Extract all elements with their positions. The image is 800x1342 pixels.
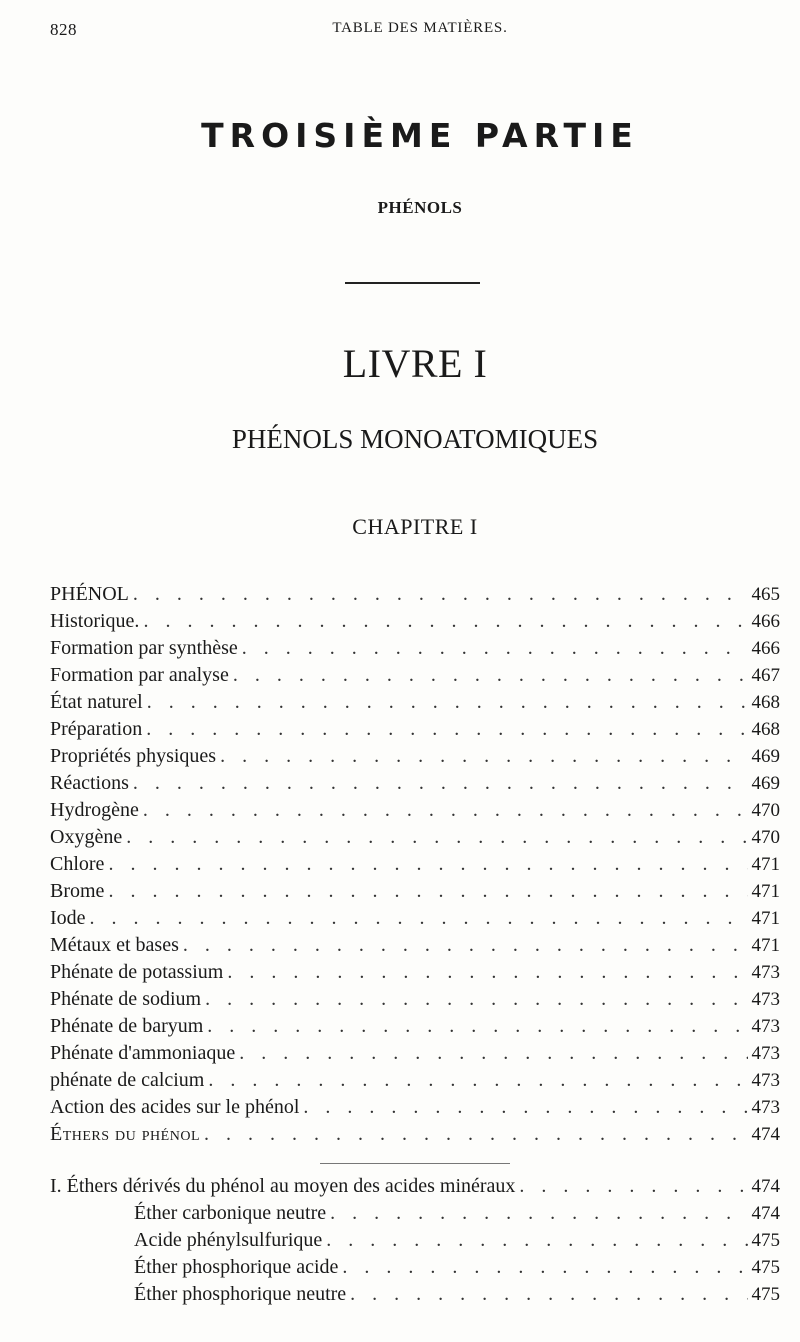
dot-leader — [220, 742, 747, 770]
toc-entry — [50, 850, 780, 878]
toc-entry-label: Propriétés physiques — [50, 745, 217, 767]
toc-entry-page: 469 — [751, 746, 780, 767]
toc-entry-page: 471 — [751, 854, 780, 875]
page-number: 828 — [50, 20, 77, 39]
toc-entry — [50, 985, 780, 1013]
toc-entry-label: Phénate de sodium — [50, 988, 202, 1010]
toc-entry-page: 473 — [751, 1070, 780, 1091]
toc-entry-page: 466 — [751, 638, 780, 659]
toc-subentry — [134, 1280, 780, 1308]
toc-entry-page: 471 — [751, 908, 780, 929]
toc-entry — [50, 661, 780, 689]
toc-entry — [50, 634, 780, 662]
toc-entry-page: 474 — [751, 1124, 780, 1145]
dot-leader — [330, 1199, 747, 1227]
toc-entry-page: 465 — [751, 584, 780, 605]
dot-leader — [233, 661, 748, 689]
dot-leader — [90, 904, 748, 932]
toc-entry-label: Préparation — [50, 718, 143, 740]
toc-entry-label: Phénate de potassium — [50, 961, 224, 983]
toc-entry-page: 474 — [751, 1176, 780, 1197]
toc-entry-label: Chlore — [50, 853, 105, 875]
toc-entry-label: Réactions — [50, 772, 129, 794]
toc-entry-page: 471 — [751, 881, 780, 902]
toc-entry-label: Phénate de baryum — [50, 1015, 204, 1037]
toc-entry-label: Historique. — [50, 610, 140, 632]
dot-leader — [239, 1039, 747, 1067]
book-title: LIVRE I — [342, 341, 488, 386]
dot-leader — [326, 1226, 747, 1254]
toc-entry — [50, 823, 780, 851]
toc-entry-label: Acide phénylsulfurique — [134, 1229, 323, 1251]
toc-entry — [50, 742, 780, 770]
toc-entry — [50, 1093, 780, 1121]
toc-entry-page: 473 — [751, 1043, 780, 1064]
toc-entry — [50, 688, 780, 716]
section-divider — [320, 1163, 510, 1164]
toc-entry — [50, 877, 780, 905]
dot-leader — [227, 958, 747, 986]
toc-entry-label: PHÉNOL — [50, 583, 129, 605]
dot-leader — [350, 1280, 747, 1308]
toc-subentry — [134, 1199, 780, 1227]
toc-entry-label: Iode — [50, 907, 86, 929]
dot-leader — [519, 1172, 747, 1200]
toc-section-heading — [50, 1172, 780, 1200]
dot-leader — [108, 877, 747, 905]
toc-entry-label: Formation par analyse — [50, 664, 229, 686]
toc-entry — [50, 1066, 780, 1094]
toc-entry-label: Éther phosphorique neutre — [134, 1283, 347, 1305]
toc-entry-label: Formation par synthèse — [50, 637, 238, 659]
toc-entry — [50, 715, 780, 743]
dot-leader — [143, 607, 747, 635]
dot-leader — [242, 634, 748, 662]
toc-entry — [50, 796, 780, 824]
toc-entry-label: Éther carbonique neutre — [134, 1202, 327, 1224]
dot-leader — [133, 769, 748, 797]
part-subtitle: PHÉNOLS — [377, 198, 463, 217]
dot-leader — [204, 1120, 748, 1148]
dot-leader — [146, 715, 747, 743]
toc-entry-label: Hydrogène — [50, 799, 139, 821]
toc-entry-label: phénate de calcium — [50, 1069, 205, 1091]
toc-entry-label: Oxygène — [50, 826, 123, 848]
toc-entry — [50, 769, 780, 797]
toc-entry-page: 469 — [751, 773, 780, 794]
toc-entry-label: État naturel — [50, 691, 143, 713]
toc-entry-page: 468 — [751, 719, 780, 740]
toc-entry — [50, 931, 780, 959]
toc-entry — [50, 1120, 780, 1148]
dot-leader — [126, 823, 747, 851]
toc-entry-page: 470 — [751, 800, 780, 821]
dot-leader — [208, 1066, 747, 1094]
toc-entry-page: 471 — [751, 935, 780, 956]
toc-entry — [50, 904, 780, 932]
toc-entry-label: Phénate d'ammoniaque — [50, 1042, 236, 1064]
toc-entry-label: I. Éthers dérivés du phénol au moyen des acides minéraux — [50, 1175, 516, 1197]
dot-leader — [108, 850, 747, 878]
toc-entry — [50, 607, 780, 635]
toc-entry-page: 468 — [751, 692, 780, 713]
toc-entry — [50, 958, 780, 986]
book-subtitle: PHÉNOLS MONOATOMIQUES — [231, 424, 599, 454]
title-divider — [345, 282, 480, 284]
toc-subentry — [134, 1226, 780, 1254]
toc-entry — [50, 1012, 780, 1040]
toc-entry-page: 473 — [751, 1016, 780, 1037]
toc-entry — [50, 580, 780, 608]
toc-entry-page: 473 — [751, 962, 780, 983]
chapter-title: CHAPITRE I — [352, 514, 478, 539]
part-title: TROISIÈME PARTIE — [201, 116, 639, 155]
toc-entry-label: Métaux et bases — [50, 934, 179, 956]
toc-entry-label: Action des acides sur le phénol — [50, 1096, 300, 1118]
dot-leader — [133, 580, 748, 608]
toc-entry-label: Brome — [50, 880, 105, 902]
dot-leader — [342, 1253, 747, 1281]
dot-leader — [207, 1012, 747, 1040]
toc-entry-page: 467 — [751, 665, 780, 686]
dot-leader — [205, 985, 747, 1013]
toc-entry-page: 466 — [751, 611, 780, 632]
dot-leader — [147, 688, 748, 716]
toc-entry-page: 475 — [751, 1230, 780, 1251]
toc-entry-page: 470 — [751, 827, 780, 848]
toc-entry — [50, 1039, 780, 1067]
toc-entry-page: 475 — [751, 1284, 780, 1305]
dot-leader — [303, 1093, 747, 1121]
toc-entry-page: 473 — [751, 989, 780, 1010]
running-title: TABLE DES MATIÈRES. — [332, 20, 508, 36]
toc-entry-page: 475 — [751, 1257, 780, 1278]
toc-entry-label: Éther phosphorique acide — [134, 1256, 339, 1278]
toc-entry-page: 473 — [751, 1097, 780, 1118]
dot-leader — [143, 796, 748, 824]
toc-entry-label: Éthers du phénol — [50, 1123, 200, 1145]
toc-subentry — [134, 1253, 780, 1281]
dot-leader — [183, 931, 748, 959]
toc-entry-page: 474 — [751, 1203, 780, 1224]
